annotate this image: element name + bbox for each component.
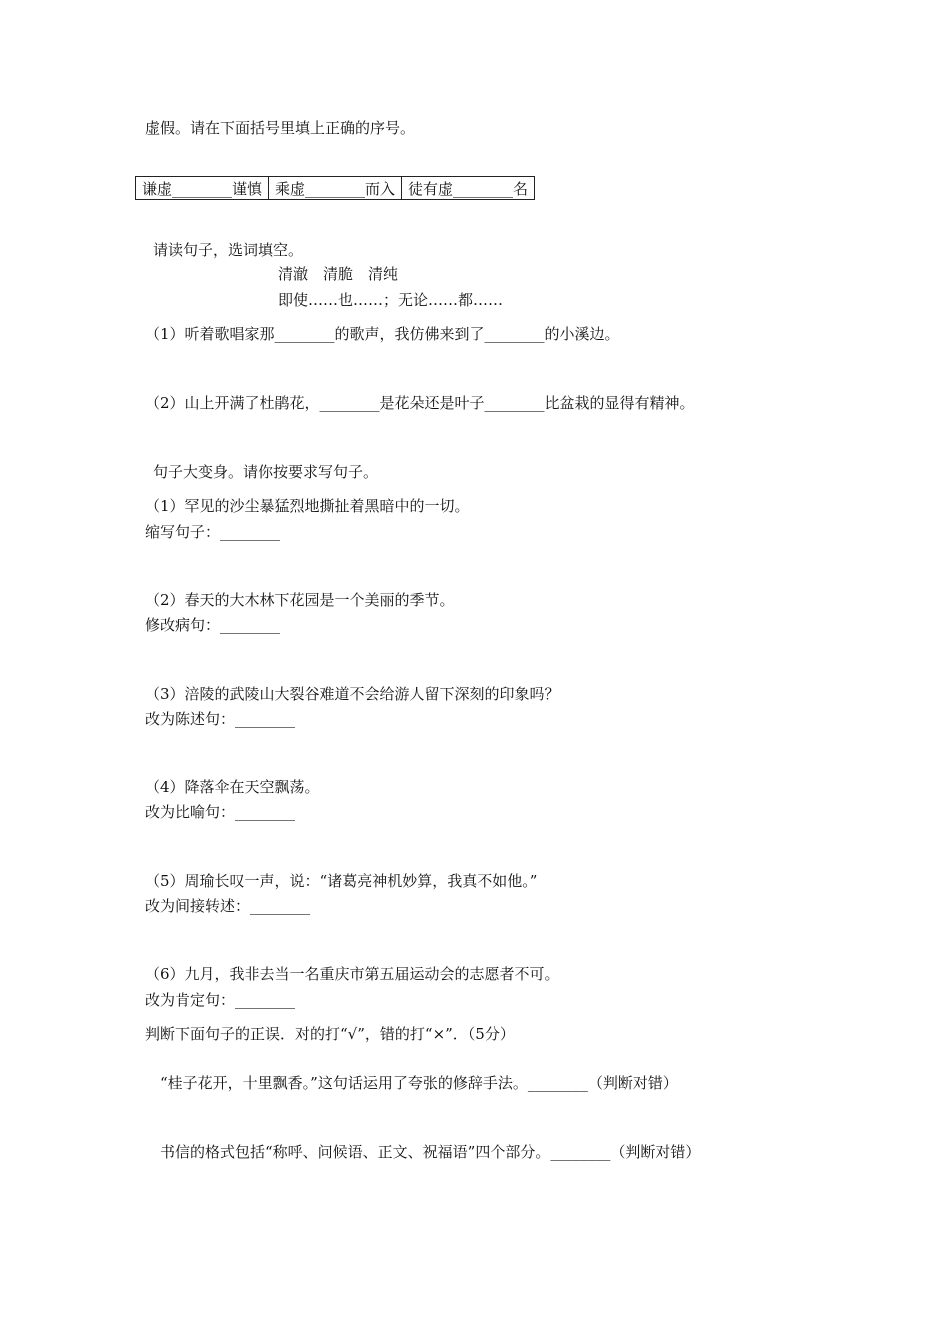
table-cell: 谦虚________谨慎: [136, 177, 269, 200]
rewrite-answer-line: 修改病句：________: [145, 616, 281, 634]
rewrite-sentence: （6）九月，我非去当一名重庆市第五届运动会的志愿者不可。: [145, 965, 560, 983]
rewrite-sentence: （3）涪陵的武陵山大裂谷难道不会给游人留下深刻的印象吗？: [145, 685, 560, 703]
rewrite-answer-line: 缩写句子：________: [145, 523, 281, 541]
options-table: [135, 176, 535, 200]
rewrite-sentence: （5）周瑜长叹一声，说：“诸葛亮神机妙算，我真不如他。”: [145, 872, 538, 890]
fill-item-1: （1）听着歌唱家那________的歌声，我仿佛来到了________的小溪边。: [145, 325, 620, 343]
table-cell: 徒有虚________名: [402, 177, 535, 200]
judge-item-1: “桂子花开，十里飘香。”这句话运用了夸张的修辞手法。________（判断对错）: [160, 1074, 678, 1092]
rewrite-sentence: （4）降落伞在天空飘荡。: [145, 778, 320, 796]
rewrite-question-title: 句子大变身。请你按要求写句子。: [153, 463, 379, 481]
fill-question-title: 请读句子，选词填空。: [153, 241, 304, 259]
intro-line: 虚假。请在下面括号里填上正确的序号。: [145, 119, 416, 137]
fill-item-2: （2）山上开满了杜鹃花，________是花朵还是叶子________比盆栽的显得有精神。: [145, 394, 695, 412]
rewrite-sentence: （2）春天的大木林下花园是一个美丽的季节。: [145, 591, 455, 609]
rewrite-answer-line: 改为间接转述：________: [145, 897, 311, 915]
word-choices-row-2: 即使……也……；无论……都……: [278, 291, 504, 309]
rewrite-answer-line: 改为陈述句：________: [145, 710, 296, 728]
judge-item-2: 书信的格式包括“称呼、问候语、正文、祝福语”四个部分。________（判断对错）: [160, 1143, 701, 1161]
word-choices-row-1: 清澈 清脆 清纯: [278, 265, 399, 283]
rewrite-answer-line: 改为肯定句：________: [145, 991, 296, 1009]
judge-question-title: 判断下面句子的正误．对的打“√”，错的打“×”．（5分）: [145, 1025, 515, 1043]
table-cell: 乘虚________而入: [269, 177, 402, 200]
rewrite-sentence: （1）罕见的沙尘暴猛烈地撕扯着黑暗中的一切。: [145, 497, 470, 515]
rewrite-answer-line: 改为比喻句：________: [145, 803, 296, 821]
